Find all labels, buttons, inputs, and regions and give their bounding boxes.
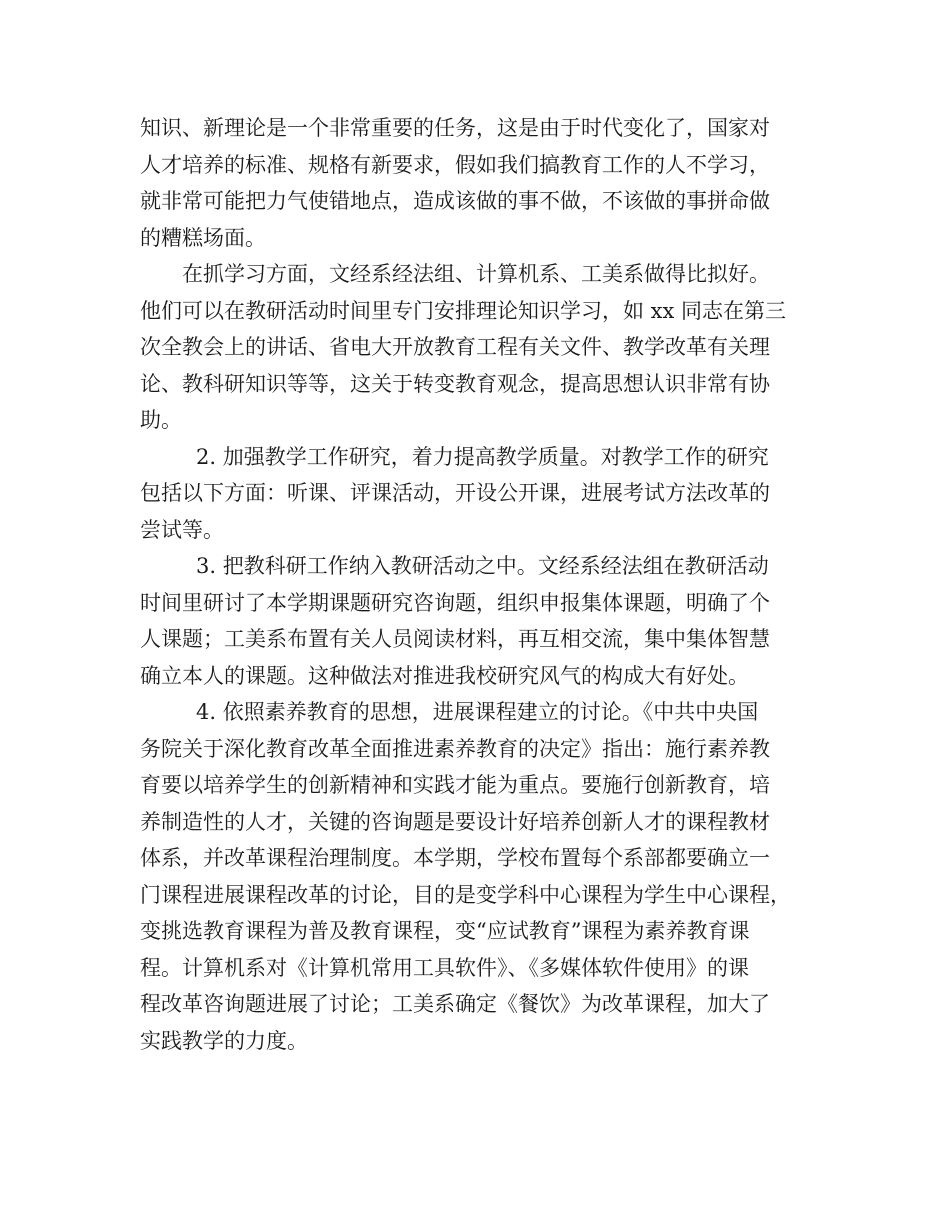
text-line: 养制造性的人才，关键的咨询题是要设计好培养创新人才的课程教材 <box>140 809 770 834</box>
text-line: 就非常可能把力气使错地点，造成该做的事不做，不该做的事拼命做 <box>140 189 770 213</box>
text-line: 知识、新理论是一个非常重要的任务，这是由于时代变化了，国家对 <box>140 116 770 140</box>
text-line: 程。计算机系对《计算机常用工具软件》、《多媒体软件使用》的课 <box>140 955 749 980</box>
text-line: 人才培养的标准、规格有新要求，假如我们搞教育工作的人不学习， <box>140 152 770 177</box>
document-body <box>140 110 820 1059</box>
paragraph-first-line: 在抓学习方面，文经系经法组、计算机系、工美系做得比拟好。 <box>182 262 770 286</box>
text-line: 的糟糕场面。 <box>140 225 266 250</box>
text-line: 包括以下方面：听课、评课活动，开设公开课，进展考试方法改革的 <box>140 481 770 505</box>
text-line: 育要以培养学生的创新精神和实践才能为重点。要施行创新教育，培 <box>140 773 770 797</box>
text-line: 次全教会上的讲话、省电大开放教育工程有关文件、教学改革有关理 <box>140 335 770 359</box>
text-line: 他们可以在教研活动时间里专门安排理论知识学习，如 xx 同志在第三 <box>140 298 787 323</box>
text-line: 时间里研讨了本学期课题研究咨询题，组织申报集体课题，明确了个 <box>140 590 770 615</box>
numbered-item-3-first-line: 3. 把教科研工作纳入教研活动之中。文经系经法组在教研活动 <box>196 554 769 578</box>
numbered-item-4-first-line: 4. 依照素养教育的思想，进展课程建立的讨论。《中共中央国 <box>196 700 759 724</box>
numbered-item-2-first-line: 2. 加强教学工作研究，着力提高教学质量。对教学工作的研究 <box>196 444 769 469</box>
text-line: 实践教学的力度。 <box>140 1028 308 1053</box>
text-line: 程改革咨询题进展了讨论；工美系确定《餐饮》为改革课程，加大了 <box>140 992 770 1016</box>
text-line: 助。 <box>140 408 182 432</box>
text-line: 尝试等。 <box>140 517 224 542</box>
text-line: 变挑选教育课程为普及教育课程，变“应试教育”课程为素养教育课 <box>140 919 750 943</box>
text-line: 确立本人的课题。这种做法对推进我校研究风气的构成大有好处。 <box>140 663 749 688</box>
text-line: 人课题；工美系布置有关人员阅读材料，再互相交流，集中集体智慧 <box>140 627 770 651</box>
text-line: 门课程进展课程改革的讨论，目的是变学科中心课程为学生中心课程， <box>140 882 791 907</box>
text-line: 论、教科研知识等等，这关于转变教育观念，提高思想认识非常有协 <box>140 371 770 396</box>
text-line: 体系，并改革课程治理制度。本学期，学校布置每个系部都要确立一 <box>140 846 770 870</box>
text-line: 务院关于深化教育改革全面推进素养教育的决定》指出：施行素养教 <box>140 736 770 761</box>
